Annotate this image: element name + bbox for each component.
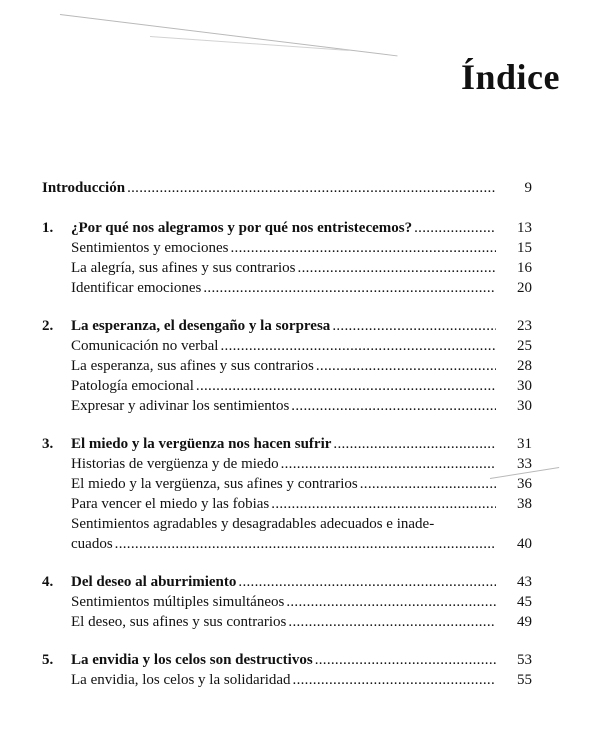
toc-subentry-label: Expresar y adivinar los sentimientos <box>71 398 290 414</box>
chapter-title: La envidia y los celos son destructivos <box>71 652 313 668</box>
toc-subentry-label-line2: cuados <box>71 536 113 552</box>
chapter-number: 1. <box>42 220 54 236</box>
dot-leader <box>291 396 496 416</box>
toc-subentry-label: La envidia, los celos y la solidaridad <box>71 672 291 688</box>
toc-subentry-label: Comunicación no verbal <box>71 338 219 354</box>
table-of-contents <box>42 178 532 690</box>
toc-page-number: 33 <box>517 456 532 472</box>
toc-subentry-label: Sentimientos y emociones <box>71 240 229 256</box>
dot-leader <box>414 218 496 238</box>
toc-subentry[interactable] <box>42 454 532 474</box>
toc-page-number: 28 <box>517 358 532 374</box>
toc-subentry-label: El miedo y la vergüenza, sus afines y contrarios <box>71 476 358 492</box>
dot-leader <box>293 670 496 690</box>
dot-leader <box>281 454 496 474</box>
toc-subentry-label: Historias de vergüenza y de miedo <box>71 456 279 472</box>
toc-subentry[interactable] <box>42 258 532 278</box>
toc-page-number: 13 <box>517 220 532 236</box>
toc-page-number: 43 <box>517 574 532 590</box>
toc-subentry-label: La esperanza, sus afines y sus contrarios <box>71 358 314 374</box>
toc-subentry[interactable] <box>42 474 532 494</box>
toc-page-number: 49 <box>517 614 532 630</box>
chapter-title: La esperanza, el desengaño y la sorpresa <box>71 318 331 334</box>
toc-page-number: 23 <box>517 318 532 334</box>
toc-page-number: 15 <box>517 240 532 256</box>
dot-leader <box>333 434 496 454</box>
page-title: Índice <box>460 57 560 97</box>
toc-subentry-label: Patología emocional <box>71 378 194 394</box>
toc-page-number: 45 <box>517 594 532 610</box>
dot-leader <box>286 592 496 612</box>
dot-leader <box>238 572 496 592</box>
toc-subentry[interactable] <box>42 376 532 396</box>
toc-page-number: 30 <box>517 398 532 414</box>
dot-leader <box>316 356 496 376</box>
dot-leader <box>298 258 496 278</box>
toc-subentry-label: Sentimientos múltiples simultáneos <box>71 594 285 610</box>
toc-subentry[interactable] <box>42 278 532 298</box>
toc-chapter-4[interactable] <box>42 572 532 592</box>
chapter-number: 5. <box>42 652 54 668</box>
toc-page-number: 55 <box>517 672 532 688</box>
toc-subentry-label: El deseo, sus afines y sus contrarios <box>71 614 287 630</box>
toc-subentry[interactable] <box>42 670 532 690</box>
toc-subentry-label: La alegría, sus afines y sus contrarios <box>71 260 296 276</box>
dot-leader <box>315 650 496 670</box>
dot-leader <box>196 376 496 396</box>
toc-subentry[interactable] <box>42 612 532 632</box>
toc-page-number: 40 <box>517 536 532 552</box>
toc-subentry-label-line1[interactable]: Sentimientos agradables y desagradables adecuados e inade- <box>71 516 435 532</box>
toc-page-number: 16 <box>517 260 532 276</box>
toc-subentry-label: Identificar emociones <box>71 280 202 296</box>
chapter-number: 4. <box>42 574 54 590</box>
chapter-title: ¿Por qué nos alegramos y por qué nos entristecemos? <box>71 220 413 236</box>
toc-entry-label: Introducción <box>42 180 126 196</box>
toc-chapter-2[interactable] <box>42 316 532 336</box>
toc-subentry-label: Para vencer el miedo y las fobias <box>71 496 270 512</box>
dot-leader <box>203 278 496 298</box>
toc-subentry[interactable] <box>42 336 532 356</box>
toc-subentry[interactable] <box>42 238 532 258</box>
toc-page-number: 38 <box>517 496 532 512</box>
dot-leader <box>332 316 496 336</box>
toc-page-number: 36 <box>517 476 532 492</box>
chapter-title: El miedo y la vergüenza nos hacen sufrir <box>71 436 332 452</box>
toc-subentry[interactable] <box>42 356 532 376</box>
dot-leader <box>360 474 496 494</box>
toc-chapter-1[interactable] <box>42 218 532 238</box>
chapter-number: 2. <box>42 318 54 334</box>
toc-page-number: 25 <box>517 338 532 354</box>
dot-leader <box>127 178 496 198</box>
toc-entry-intro[interactable] <box>42 178 532 198</box>
dot-leader <box>230 238 496 258</box>
dot-leader <box>271 494 496 514</box>
toc-subentry[interactable] <box>42 396 532 416</box>
toc-page-number: 31 <box>517 436 532 452</box>
chapter-number: 3. <box>42 436 54 452</box>
toc-subentry[interactable] <box>42 534 532 554</box>
toc-chapter-5[interactable] <box>42 650 532 670</box>
chapter-title: Del deseo al aburrimiento <box>71 574 237 590</box>
toc-subentry[interactable] <box>42 494 532 514</box>
toc-chapter-3[interactable] <box>42 434 532 454</box>
dot-leader <box>115 534 496 554</box>
dot-leader <box>288 612 496 632</box>
toc-page-number: 53 <box>517 652 532 668</box>
dot-leader <box>220 336 496 356</box>
toc-page-number: 20 <box>517 280 532 296</box>
toc-page-number: 30 <box>517 378 532 394</box>
toc-page-number: 9 <box>524 180 532 196</box>
toc-subentry[interactable] <box>42 592 532 612</box>
